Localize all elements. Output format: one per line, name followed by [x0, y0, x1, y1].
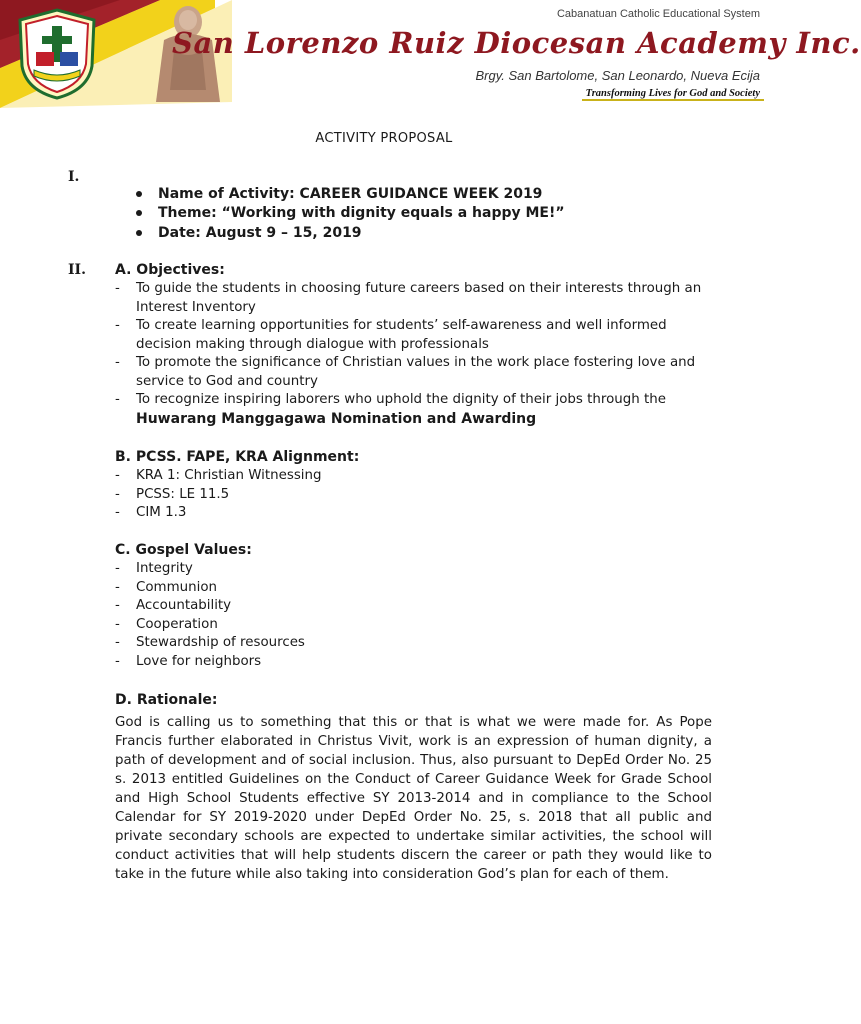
gospel-values-heading: C. Gospel Values:: [115, 542, 252, 558]
alignment-text: PCSS: LE 11.5: [136, 486, 230, 502]
activity-date-item: [136, 225, 565, 244]
rationale-paragraph: God is calling us to something that this or that is what we were made for. As Pope Francis further elaborated in Christus Vivit, work is an expression of human dignity, a path of development and of social inclusion. Thus, also pursuant to DepEd Order No. 25 s. 2013 entitled Guidelines on the Conduct of Career Guidance Week for Grade School and High School Students effective SY 2013-2014 and in compliance to the School Calendar for SY 2019-2020 under DepEd Order No. 25, s. 2018 that all public and private secondary schools are expected to undertake similar activities, the school will conduct activities that will help students discern the career or path they would like to take in the future while also taking into consideration God’s plan for each of them.: [115, 715, 712, 882]
gospel-value-text: Accountability: [136, 598, 232, 613]
gospel-value-text: Love for neighbors: [136, 653, 262, 669]
alignment-text: KRA 1: Christian Witnessing: [136, 468, 322, 483]
objective-text: To recognize inspiring laborers who uphold the dignity of their jobs through the: [136, 392, 667, 407]
section-2-numeral: II.: [68, 262, 86, 278]
gospel-value-item: - Integrity: [115, 561, 193, 576]
activity-name-item: [136, 186, 565, 205]
alignment-item: - PCSS: LE 11.5: [115, 486, 230, 502]
alignment-list: [115, 467, 715, 523]
gospel-value-text: Cooperation: [136, 616, 218, 632]
objective-item: - To guide the students in choosing future careers based on their interests through an Interest Inventory: [115, 281, 702, 315]
school-motto: Transforming Lives for God and Society: [582, 88, 764, 101]
bullet-dot: [136, 230, 142, 236]
alignment-heading: B. PCSS. FAPE, KRA Alignment:: [115, 449, 360, 465]
objective-item: - To recognize inspiring laborers who uphold the dignity of their jobs through the Huwarang Manggagawa Nomination and Awarding: [115, 392, 667, 427]
objectives-list: [115, 280, 715, 429]
objective-item: - To promote the significance of Christian values in the work place fostering love and service to God and country: [115, 355, 696, 389]
document-title: ACTIVITY PROPOSAL: [315, 131, 453, 146]
rationale-heading: D. Rationale:: [115, 692, 218, 708]
bullet-dot: [136, 210, 142, 216]
system-name: Cabanatuan Catholic Educational System: [556, 8, 760, 20]
activity-theme-text: Theme: “Working with dignity equals a happy ME!”: [158, 205, 565, 222]
gospel-value-text: Communion: [136, 579, 218, 595]
letterhead: [0, 0, 861, 108]
gospel-value-item: - Love for neighbors: [115, 653, 262, 669]
bullet-dot: [136, 191, 142, 197]
gospel-value-item: - Accountability: [115, 598, 232, 613]
objective-award-name: Huwarang Manggagawa Nomination and Awarding: [136, 410, 537, 427]
school-address: Brgy. San Bartolome, San Leonardo, Nueva Ecija: [475, 68, 760, 83]
section-1-numeral: I.: [68, 169, 80, 185]
gospel-value-text: Integrity: [136, 561, 193, 576]
activity-date-text: Date: August 9 – 15, 2019: [158, 224, 362, 241]
activity-details-list: [136, 186, 565, 244]
school-name: San Lorenzo Ruiz Diocesan Academy Inc.: [172, 26, 861, 60]
activity-theme-item: [136, 205, 565, 224]
gospel-value-item: - Stewardship of resources: [115, 635, 305, 650]
alignment-item: - KRA 1: Christian Witnessing: [115, 468, 322, 483]
objective-text: To create learning opportunities for students’ self-awareness and well informed decision making through dialogue with professionals: [136, 318, 667, 352]
alignment-item: - CIM 1.3: [115, 505, 187, 520]
objective-item: - To create learning opportunities for students’ self-awareness and well informed decision making through dialogue with professionals: [115, 318, 667, 352]
activity-name-text: Name of Activity: CAREER GUIDANCE WEEK 2019: [158, 186, 543, 202]
gospel-value-text: Stewardship of resources: [136, 635, 305, 650]
objective-text: To guide the students in choosing future careers based on their interests through an Interest Inventory: [136, 281, 702, 315]
alignment-text: CIM 1.3: [136, 505, 187, 520]
school-seal-logo: [14, 6, 100, 102]
objectives-heading: A. Objectives:: [115, 262, 225, 278]
gospel-value-item: - Communion: [115, 579, 218, 595]
gospel-values-list: [115, 560, 715, 671]
objective-text: To promote the significance of Christian values in the work place fostering love and service to God and country: [136, 355, 696, 389]
gospel-value-item: - Cooperation: [115, 616, 218, 632]
